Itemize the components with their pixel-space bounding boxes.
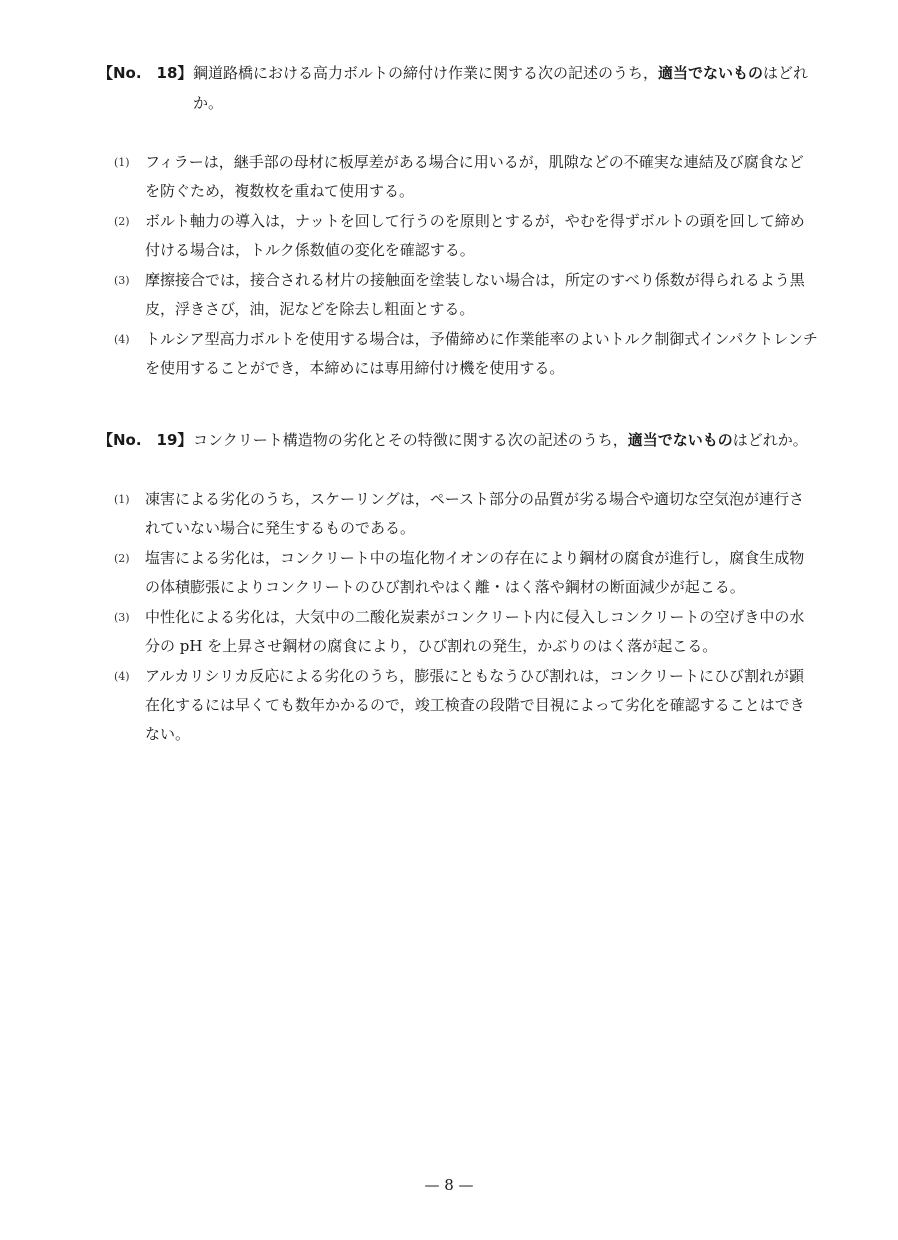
question-emphasis: 適当でないもの — [627, 431, 733, 449]
option-number: (3) — [114, 274, 130, 287]
question-text-before: 鋼道路橋における高力ボルトの締付け作業に関する次の記述のうち， — [193, 64, 659, 82]
option-text: フィラーは，継手部の母材に板厚差がある場合に用いるが，肌隙などの不確実な連結及び腐食などを防ぐため，複数枚を重ねて使用する。 — [145, 153, 804, 200]
question-number: 【No. 18】 — [98, 64, 193, 82]
option-number: (2) — [114, 215, 130, 228]
option-item — [98, 266, 818, 324]
question-header — [98, 425, 818, 455]
question-text-before: コンクリート構造物の劣化とその特徴に関する次の記述のうち， — [193, 431, 628, 449]
option-text: アルカリシリカ反応による劣化のうち，膨張にともなうひび割れは，コンクリートにひび割れが顕在化するには早くても数年かかるので，竣工検査の段階で目視によって劣化を確認することはできない。 — [145, 667, 805, 743]
question-emphasis: 適当でないもの — [658, 64, 764, 82]
option-number: (2) — [114, 552, 130, 565]
option-list — [98, 148, 818, 383]
question-number: 【No. 19】 — [98, 431, 193, 449]
option-item — [98, 603, 818, 661]
option-item — [98, 544, 818, 602]
question-19 — [98, 425, 818, 764]
option-item — [98, 485, 818, 543]
option-number: (1) — [114, 156, 130, 169]
option-text: ボルト軸力の導入は，ナットを回して行うのを原則とするが，やむを得ずボルトの頭を回して締め付ける場合は，トルク係数値の変化を確認する。 — [145, 212, 805, 259]
question-text-after: はどれか。 — [193, 64, 809, 112]
option-list — [98, 485, 818, 749]
question-18 — [98, 58, 818, 398]
option-text: 凍害による劣化のうち，スケーリングは，ペースト部分の品質が劣る場合や適切な空気泡が連行されていない場合に発生するものである。 — [145, 490, 804, 537]
option-number: (4) — [114, 333, 130, 346]
option-number: (4) — [114, 670, 130, 683]
question-text — [98, 58, 818, 118]
option-text: トルシア型高力ボルトを使用する場合は，予備締めに作業能率のよいトルク制御式インパクトレンチを使用することができ，本締めには専用締付け機を使用する。 — [145, 330, 818, 377]
option-text: 塩害による劣化は，コンクリート中の塩化物イオンの存在により鋼材の腐食が進行し，腐食生成物の体積膨張によりコンクリートのひび割れやはく離・はく落や鋼材の断面減少が起こる。 — [145, 549, 805, 596]
page-number: — 8 — — [424, 1176, 474, 1194]
option-item — [98, 325, 818, 383]
option-item — [98, 207, 818, 265]
option-item — [98, 148, 818, 206]
option-text: 摩擦接合では，接合される材片の接触面を塗装しない場合は，所定のすべり係数が得られるよう黒皮，浮きさび，油，泥などを除去し粗面とする。 — [145, 271, 805, 318]
option-number: (3) — [114, 611, 130, 624]
question-header — [98, 58, 818, 118]
question-text-after: はどれか。 — [732, 431, 808, 449]
option-text: 中性化による劣化は，大気中の二酸化炭素がコンクリート内に侵入しコンクリートの空げき中の水分の pH を上昇させ鋼材の腐食により，ひび割れの発生，かぶりのはく落が起こる。 — [145, 608, 805, 655]
option-item — [98, 662, 818, 749]
option-number: (1) — [114, 493, 130, 506]
question-text — [98, 425, 818, 455]
